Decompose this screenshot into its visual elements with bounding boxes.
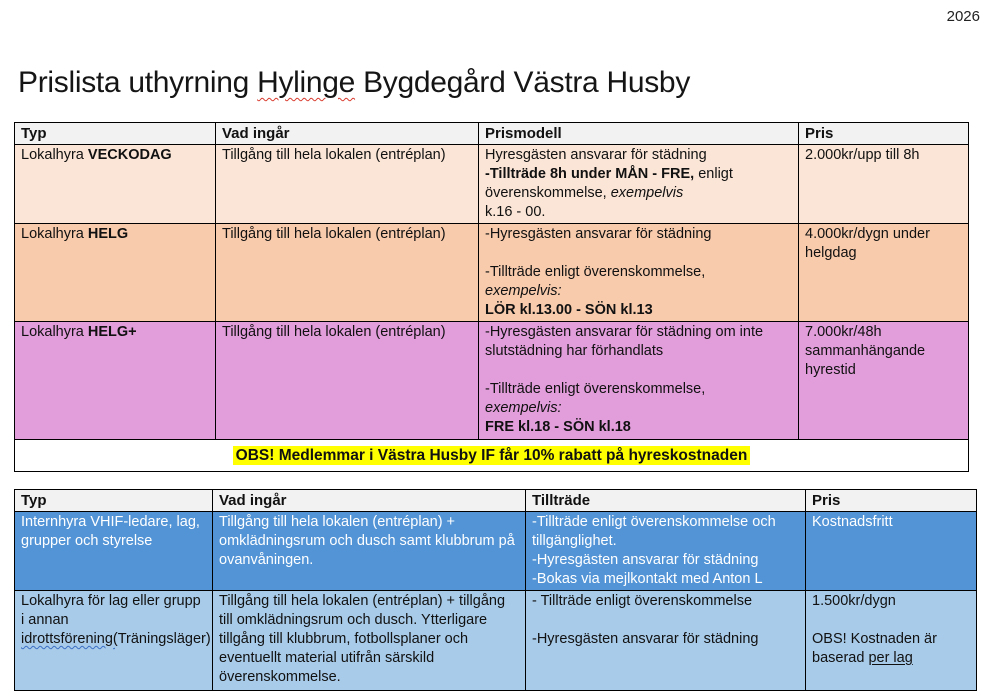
title-spellchecked-word: Hylinge <box>257 66 356 99</box>
prismodell-line: k.16 - 00. <box>485 204 546 220</box>
prismodell-text: överenskommelse, <box>485 185 611 201</box>
cell-typ <box>15 145 216 224</box>
cell-prismodell <box>479 224 799 322</box>
table-row-obs-note <box>15 440 969 472</box>
typ-text: Lokalhyra <box>21 324 88 340</box>
typ-text: Lokalhyra <box>21 226 88 242</box>
table1-header-typ: Typ <box>15 123 216 145</box>
page-title <box>18 66 690 100</box>
tilltrade-line: -Tillträde enligt överenskommelse och tillgänglighet. <box>532 514 776 549</box>
table2-header-tilltrade: Tillträde <box>526 490 806 512</box>
cell-tilltrade <box>526 591 806 691</box>
prismodell-line: -Tillträde enligt överenskommelse, <box>485 381 706 397</box>
table-row-helg-plus <box>15 322 969 440</box>
typ-text: Träningsläger) <box>117 631 211 647</box>
cell-typ <box>15 322 216 440</box>
prismodell-line <box>485 165 792 184</box>
table1-header-prismodell: Prismodell <box>479 123 799 145</box>
typ-bold-text: HELG+ <box>87 324 137 340</box>
table2-header-pris: Pris <box>806 490 977 512</box>
cell-vad-ingar: Tillgång till hela lokalen (entréplan) <box>216 145 479 224</box>
pris-line <box>812 630 970 668</box>
title-part2: Bygdegård Västra Husby <box>355 66 691 99</box>
obs-note-highlighted: OBS! Medlemmar i Västra Husby IF får 10% rabatt på hyreskostnaden <box>233 446 751 465</box>
prismodell-text: enligt <box>694 166 733 182</box>
prismodell-line: -Hyresgästen ansvarar för städning om inte slutstädning har förhandlats <box>485 324 764 359</box>
cell-pris: 2.000kr/upp till 8h <box>799 145 969 224</box>
cell-pris <box>806 591 977 691</box>
prismodell-italic: exempelvis: <box>485 283 562 299</box>
title-part1: Prislista uthyrning <box>18 66 258 99</box>
prismodell-line: -Tillträde enligt överenskommelse, <box>485 264 706 280</box>
prismodell-bold: FRE kl.18 - SÖN kl.18 <box>485 419 631 435</box>
prismodell-italic: exempelvis: <box>485 400 562 416</box>
cell-pris: 7.000kr/48h sammanhängande hyrestid <box>799 322 969 440</box>
table1-header-vad-ingar: Vad ingår <box>216 123 479 145</box>
internal-rental-table <box>14 489 977 691</box>
blank-line <box>532 611 799 630</box>
tilltrade-line: -Bokas via mejlkontakt med Anton L <box>532 571 763 587</box>
blank-line <box>812 611 970 630</box>
table-row-helg <box>15 224 969 322</box>
rental-price-table <box>14 122 969 472</box>
cell-vad-ingar: Tillgång till hela lokalen (entréplan) + omklädningsrum och dusch samt klubbrum på ovanvåningen. <box>213 512 526 591</box>
table-row-internhyra <box>15 512 977 591</box>
table1-header-row <box>15 123 969 145</box>
cell-tilltrade <box>526 512 806 591</box>
pris-line: 1.500kr/dygn <box>812 593 896 609</box>
prismodell-bold: LÖR kl.13.00 - SÖN kl.13 <box>485 302 653 318</box>
cell-typ <box>15 224 216 322</box>
cell-typ <box>15 591 213 691</box>
typ-grammar-checked-word: idrottsförening( <box>21 631 118 647</box>
tilltrade-line: -Hyresgästen ansvarar för städning <box>532 631 759 647</box>
cell-pris: Kostnadsfritt <box>806 512 977 591</box>
table2-header-row <box>15 490 977 512</box>
table2-header-typ: Typ <box>15 490 213 512</box>
typ-bold-text: VECKODAG <box>87 147 172 163</box>
cell-pris: 4.000kr/dygn under helgdag <box>799 224 969 322</box>
tilltrade-line: - Tillträde enligt överenskommelse <box>532 593 753 609</box>
cell-typ: Internhyra VHIF-ledare, lag, grupper och styrelse <box>15 512 213 591</box>
blank-line <box>485 361 792 380</box>
typ-text: Lokalhyra <box>21 147 88 163</box>
blank-line <box>485 244 792 263</box>
cell-vad-ingar: Tillgång till hela lokalen (entréplan) <box>216 322 479 440</box>
pris-underlined-text: per lag <box>868 650 913 666</box>
prismodell-line: Hyresgästen ansvarar för städning <box>485 147 707 163</box>
typ-bold-text: HELG <box>87 226 129 242</box>
tilltrade-line: -Hyresgästen ansvarar för städning <box>532 552 759 568</box>
table-row-lokalhyra-lag <box>15 591 977 691</box>
prismodell-bold: -Tillträde 8h under MÅN - FRE, <box>485 166 695 182</box>
table2-header-vad-ingar: Vad ingår <box>213 490 526 512</box>
prismodell-italic: exempelvis <box>610 185 684 201</box>
cell-prismodell <box>479 322 799 440</box>
pris-text: OBS! Kostnaden är baserad <box>812 631 937 666</box>
cell-prismodell <box>479 145 799 224</box>
prismodell-line: -Hyresgästen ansvarar för städning <box>485 226 712 242</box>
obs-note-cell <box>15 440 969 472</box>
table1-header-pris: Pris <box>799 123 969 145</box>
prismodell-line <box>485 184 792 203</box>
cell-vad-ingar: Tillgång till hela lokalen (entréplan) + tillgång till omklädningsrum och dusch. Ytterligare tillgång till klubbrum, fotbollsplaner och eventuellt material utifrån särskild överenskommelse. <box>213 591 526 691</box>
table-row-veckodag <box>15 145 969 224</box>
cell-vad-ingar: Tillgång till hela lokalen (entréplan) <box>216 224 479 322</box>
year-label: 2026 <box>946 8 980 25</box>
typ-text: Lokalhyra för lag eller grupp i annan <box>21 593 201 628</box>
